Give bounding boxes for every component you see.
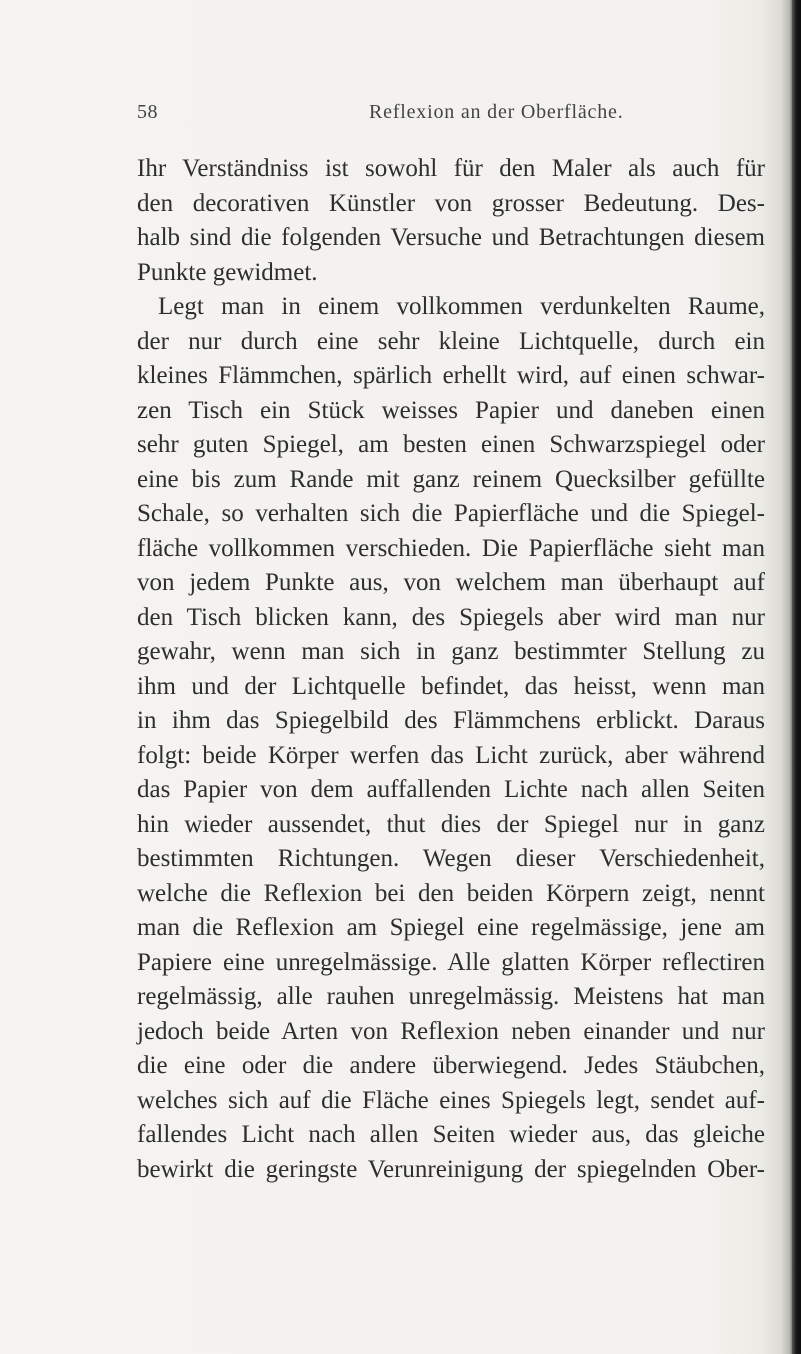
text-line: gewahr, wenn man sich in ganz bestimmter Stellung zu <box>137 638 765 665</box>
text-line: von jedem Punkte aus, von welchem man überhaupt auf <box>137 569 765 596</box>
text-line: hin wieder aussendet, thut dies der Spiegel nur in ganz <box>137 810 765 838</box>
text-line: der nur durch eine sehr kleine Lichtquelle, durch ein <box>137 327 765 355</box>
text-line: jedoch beide Arten von Reflexion neben einander und nur <box>137 1017 765 1045</box>
page-header <box>137 101 760 133</box>
text-line: ihm und der Lichtquelle befindet, das heisst, wenn man <box>137 672 765 700</box>
text-line: Papiere eine unregelmässige. Alle glatten Körper reflectiren <box>137 948 765 976</box>
text-line: bestimmten Richtungen. Wegen dieser Verschiedenheit, <box>137 845 765 872</box>
text-line: Legt man in einem vollkommen verdunkelten Raume, <box>158 293 765 320</box>
page-edge-shadow <box>792 0 801 1354</box>
text-line: in ihm das Spiegelbild des Flämmchens erblickt. Daraus <box>137 707 765 734</box>
text-line: sehr guten Spiegel, am besten einen Schwarzspiegel oder <box>137 431 765 458</box>
text-line: den decorativen Künstler von grosser Bedeutung. Des- <box>137 189 765 217</box>
text-line: fallendes Licht nach allen Seiten wieder aus, das gleiche <box>137 1121 765 1148</box>
text-line: Punkte gewidmet. <box>137 258 318 286</box>
text-line: das Papier von dem auffallenden Lichte nach allen Seiten <box>137 776 765 803</box>
text-line: fläche vollkommen verschieden. Die Papierfläche sieht man <box>137 534 765 562</box>
text-line: welches sich auf die Fläche eines Spiegels legt, sendet auf- <box>137 1086 765 1114</box>
page-number: 58 <box>137 101 158 123</box>
text-line: halb sind die folgenden Versuche und Betrachtungen diesem <box>137 224 765 251</box>
paragraph <box>137 152 765 290</box>
text-line: Ihr Verständniss ist sowohl für den Maler als auch für <box>137 155 765 182</box>
text-line: welche die Reflexion bei den beiden Körpern zeigt, nennt <box>137 879 765 907</box>
text-line: man die Reflexion am Spiegel eine regelmässige, jene am <box>137 914 765 941</box>
text-line: folgt: beide Körper werfen das Licht zurück, aber während <box>137 741 765 769</box>
text-line: Schale, so verhalten sich die Papierfläche und die Spiegel- <box>137 500 765 527</box>
text-line: eine bis zum Rande mit ganz reinem Quecksilber gefüllte <box>137 465 765 493</box>
text-line: zen Tisch ein Stück weisses Papier und daneben einen <box>137 396 765 424</box>
text-line: regelmässig, alle rauhen unregelmässig. Meistens hat man <box>137 983 765 1010</box>
text-line: den Tisch blicken kann, des Spiegels aber wird man nur <box>137 603 765 631</box>
running-head: Reflexion an der Oberfläche. <box>369 101 624 123</box>
text-line: die eine oder die andere überwiegend. Jedes Stäubchen, <box>137 1052 765 1079</box>
body-text <box>137 152 765 1187</box>
paragraph <box>137 290 765 1187</box>
text-line: bewirkt die geringste Verunreinigung der spiegelnden Ober- <box>137 1155 765 1183</box>
text-line: kleines Flämmchen, spärlich erhellt wird, auf einen schwar- <box>137 362 765 389</box>
